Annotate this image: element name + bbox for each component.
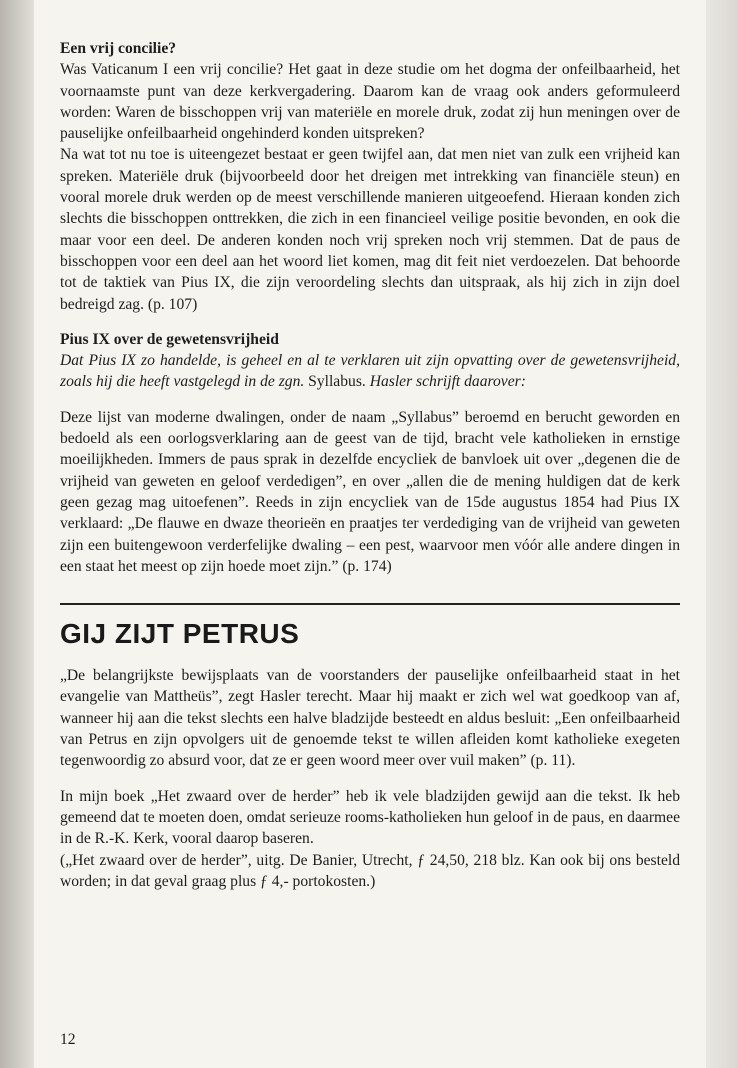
section-title: GIJ ZIJT PETRUS [60,618,300,650]
intro-text: Dat Pius IX zo handelde, is geheel en al te verklaren uit zijn opvatting over de gewetensvrijheid, zoals hij die heeft vastgelegd in de zgn. [60,352,680,391]
paragraph: Na wat tot nu toe is uiteengezet bestaat er geen twijfel aan, dat men niet van zulk een vrijheid kan spreken. Materiële druk (bijvoorbeeld door het dreigen met intrekking van financiële steun) en vooral morele druk werden op de meest verschillende manieren uitgeoefend. Hieraan konden zich slechts die bisschoppen onttrekken, die zich in een financieel veilige positie bevonden, en ook die maar voor een deel. De anderen konden noch vrij spreken noch vrij stemmen. Dat de paus de bisschoppen voor een deel aan het woord liet komen, mag dit feit niet verdoezelen. Dat behoorde tot de taktiek van Pius IX, die zijn veroordeling slechts dan uitspraak, als hij zich in zijn doel bedreigd zag. (p. 107) [60,146,680,313]
page-number: 12 [60,1031,76,1048]
section-heading-vrij-concilie: Een vrij concilie? [60,40,177,57]
section-heading-gewetensvrijheid: Pius IX over de gewetensvrijheid [60,330,279,348]
book-note: („Het zwaard over de herder”, uitg. De Banier, Utrecht, ƒ 24,50, 218 blz. Kan ook bij ons besteld worden; in dat geval graag plus ƒ 4,- portokosten.) [60,851,680,890]
page-content [60,38,680,892]
page-gutter-shadow [0,0,34,1068]
paragraph: Was Vaticanum I een vrij concilie? Het gaat in deze studie om het dogma der onfeilbaarheid, het voornaamste punt van deze kerkvergadering. Daarom kan de vraag ook anders geformuleerd worden: Waren de bisschoppen vrij van materiële en morele druk, zodat zij hun meningen over de pauselijke onfeilbaarheid ongehinderd konden uitspreken? [60,61,680,143]
syllabus-title: Syllabus. [308,373,366,391]
intro-paragraph [60,350,680,393]
paragraph: In mijn boek „Het zwaard over de herder” heb ik vele bladzijden gewijd aan die tekst. Ik heb gemeend dat te moeten doen, omdat serieuze rooms-katholieken hun geloof in de paus, en daarmee in de R.-K. Kerk, vooral daarop baseren. [60,787,680,848]
section-divider [60,603,680,605]
paragraph: „De belangrijkste bewijsplaats van de voorstanders der pauselijke onfeilbaarheid staat in het evangelie van Mattheüs”, zegt Hasler terecht. Maar hij maakt er zich wel wat goedkoop van af, wanneer hij aan die tekst slechts een halve bladzijde besteedt en aldus besluit: „Een onfeilbaarheid van Petrus en zijn opvolgers uit de genoemde tekst te willen afleiden komt katholieke exegeten tegenwoordig zo absurd voor, dat ze er geen woord meer over vuil maken” (p. 11). [60,667,680,770]
quote-paragraph: Deze lijst van moderne dwalingen, onder de naam „Syllabus” beroemd en berucht geworden en bedoeld als een oorlogsverklaring aan de geest van de tijd, bracht vele katholieken in ernstige moeilijkheden. Immers de paus sprak in dezelfde encycliek de banvloek uit over „degenen die de vrijheid van geweten en geloof verdedigen”, en over „allen die de mening huldigen dat de kerk geen gezag mag uitoefenen”. Reeds in zijn encycliek van de 15de augustus 1854 had Pius IX verklaard: „De flauwe en dwaze theorieën en praatjes ter verdediging van de vrijheid van geweten zijn een buitengewoon verderfelijke dwaling – een pest, waarvoor men vóór alle andere dingen in een staat het meest op zijn hoede moet zijn.” (p. 174) [60,408,680,575]
intro-text-end: Hasler schrijft daarover: [369,373,526,391]
page-edge [706,0,738,1068]
